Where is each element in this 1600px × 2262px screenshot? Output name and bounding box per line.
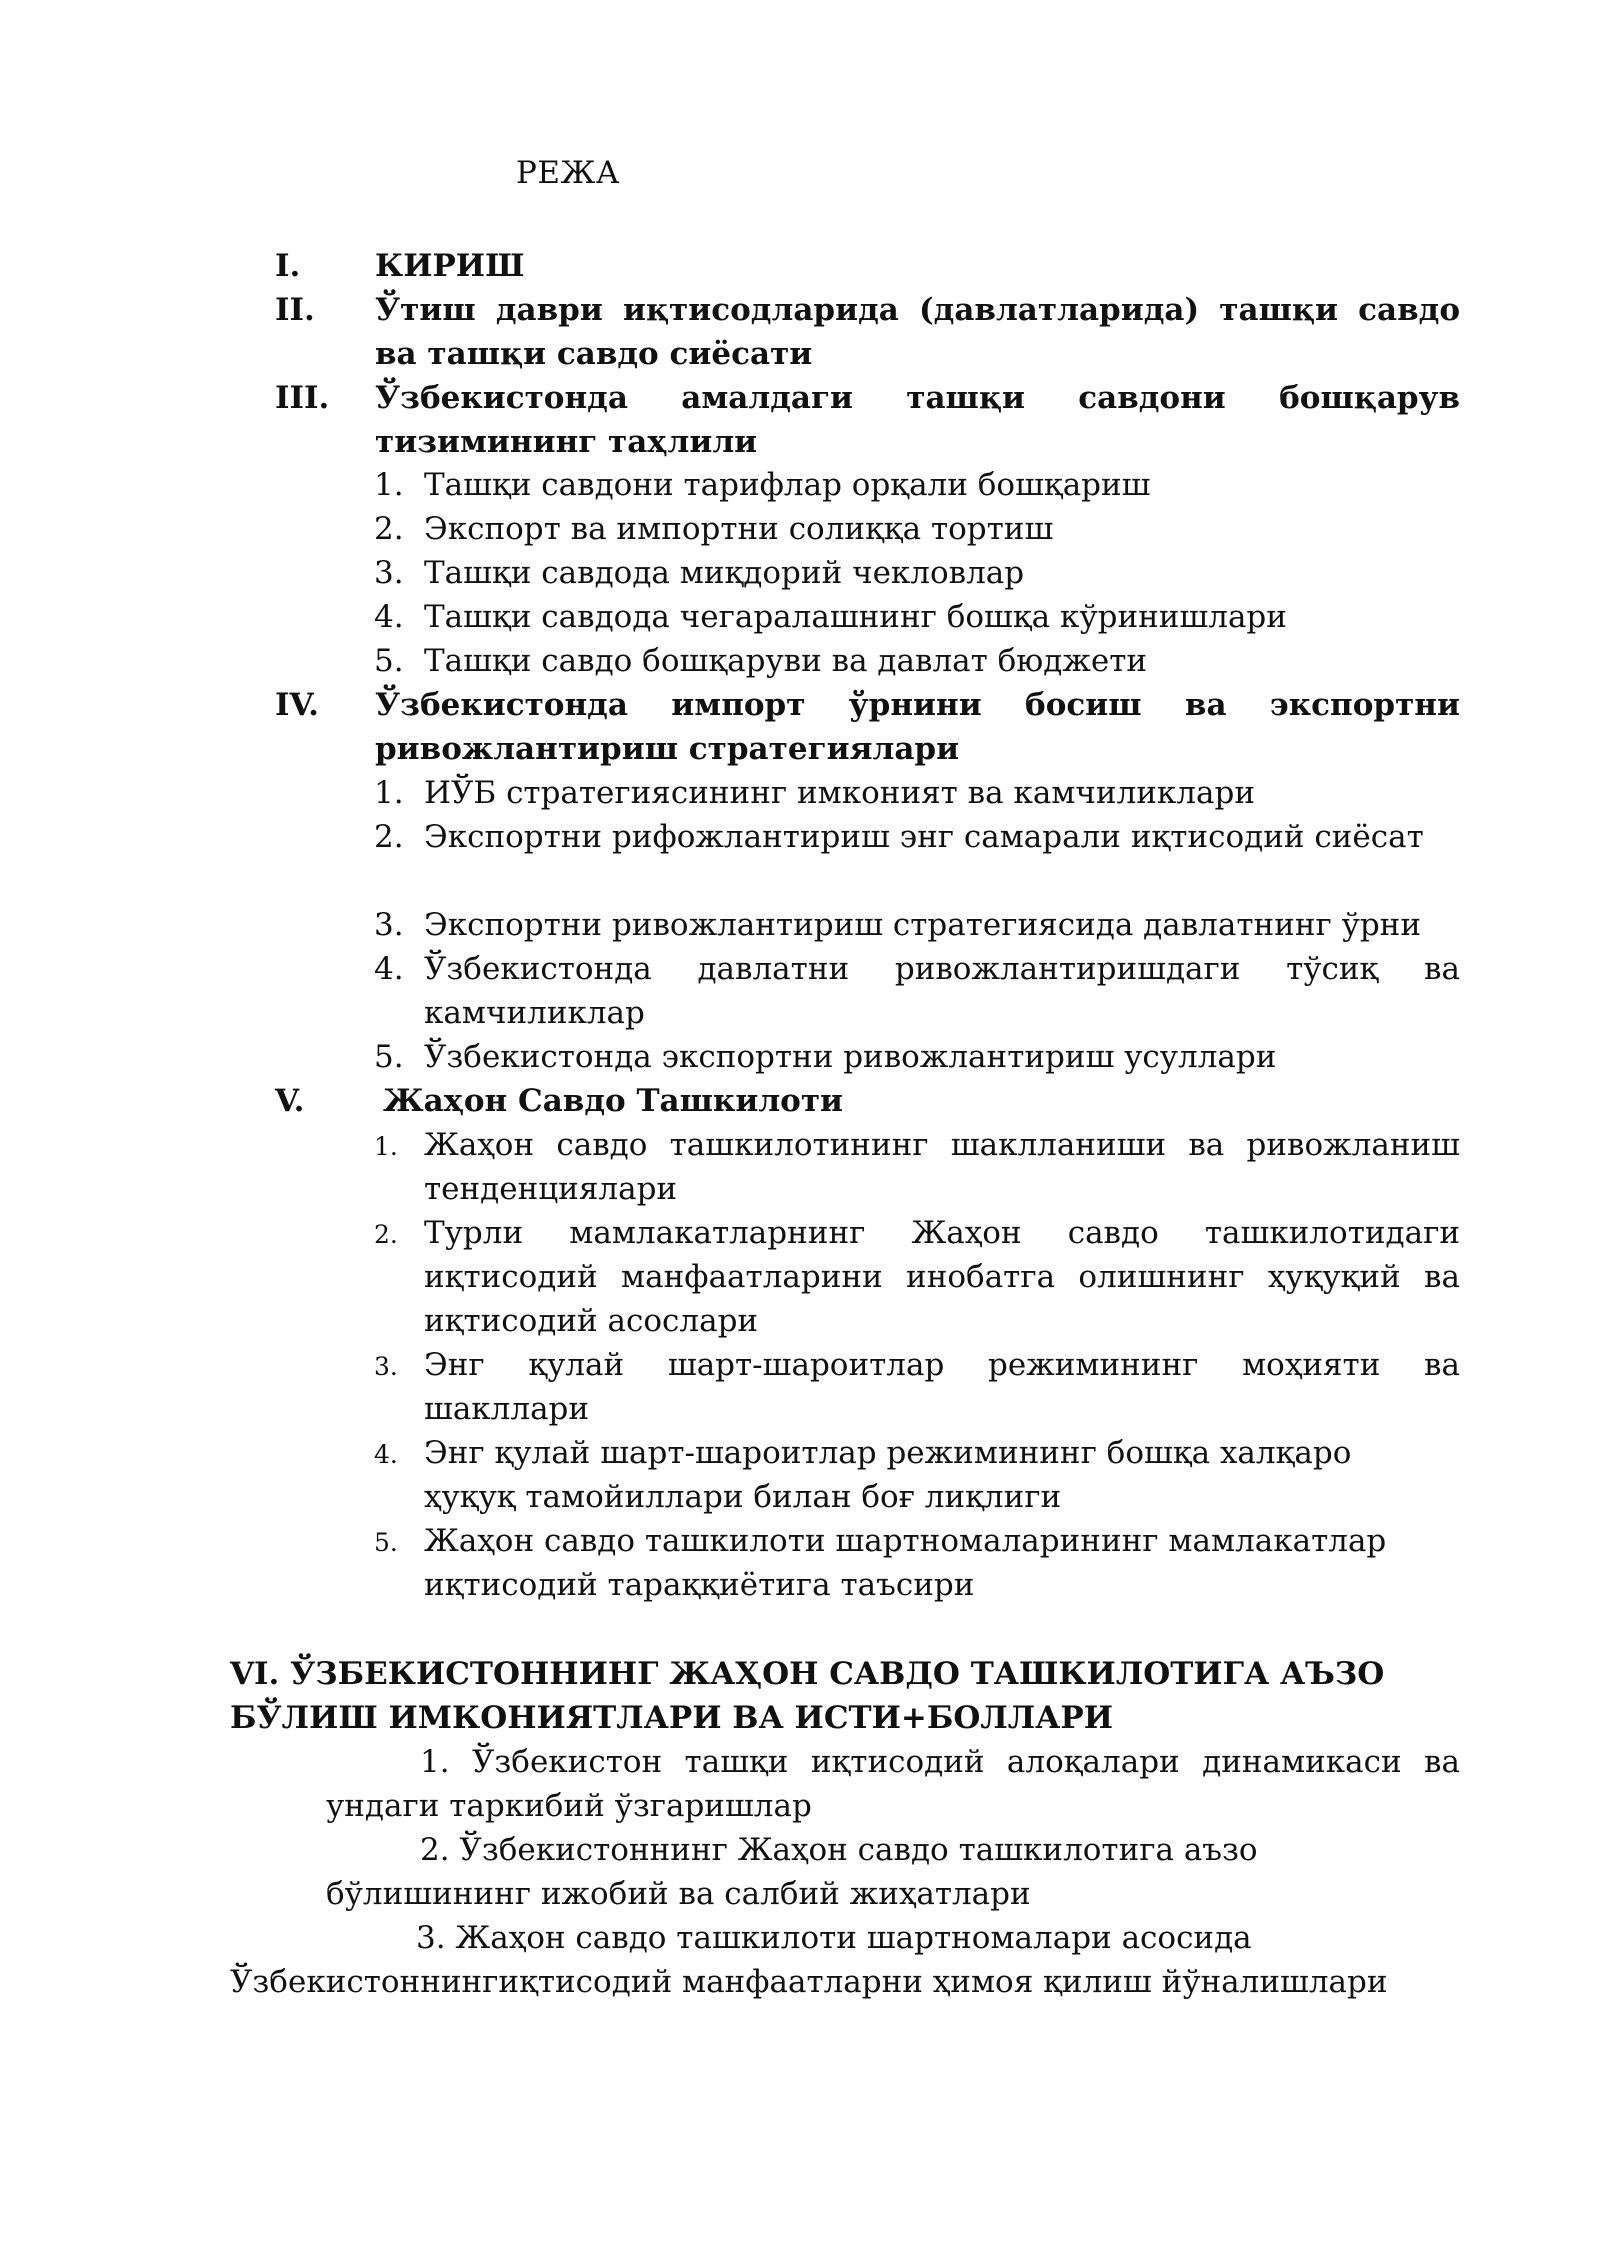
item-number: 5. — [374, 643, 404, 679]
item-number: 2. — [374, 1220, 398, 1249]
item-number: 2. — [374, 511, 404, 547]
paragraph-2-line-1: 2. Ўзбекистоннинг Жаҳон савдо ташкилотига аъзо — [420, 1832, 1258, 1868]
item-number: 1. — [374, 467, 404, 503]
item-number: 2. — [374, 819, 404, 855]
item-text: Экспортни рифожлантириш энг самарали иқтисодий сиёсат — [424, 819, 1424, 855]
item-text: Экспортни ривожлантириш стратегиясида давлатнинг ўрни — [424, 907, 1421, 943]
item-text: Ташқи савдони тарифлар орқали бошқариш — [424, 467, 1151, 503]
section-heading: Жаҳон Савдо Ташкилоти — [383, 1083, 844, 1119]
paragraph-1-line-2: ундаги таркибий ўзгаришлар — [326, 1788, 812, 1824]
item-number: 5. — [374, 1039, 404, 1075]
section-heading: Ўтиш даври иқтисодларида (давлатларида) ташқи савдо ва ташқи савдо сиёсати — [375, 292, 1460, 372]
item-number: 1. — [374, 775, 404, 811]
item-text: Жаҳон савдо ташкилотининг шаклланиши ва ривожланиш тенденциялари — [424, 1127, 1460, 1207]
item-text: Ташқи савдода миқдорий чекловлар — [424, 555, 1025, 591]
section-1 — [275, 244, 1460, 288]
list-item — [374, 1035, 1460, 1079]
section-number: V. — [275, 1083, 305, 1119]
item-text: Ташқи савдода чегаралашнинг бошқа кўринишлари — [424, 599, 1287, 635]
item-number: 3. — [374, 907, 404, 943]
section-6-heading: VI. ЎЗБЕКИСТОННИНГ ЖАҲОН САВДО ТАШКИЛОТИГА АЪЗО БЎЛИШ ИМКОНИЯТЛАРИ ВА ИСТИ+БОЛЛАРИ — [230, 1656, 1385, 1736]
item-number: 3. — [374, 555, 404, 591]
section-4 — [275, 683, 1460, 771]
item-number: 4. — [374, 1440, 398, 1469]
item-number: 4. — [374, 951, 404, 987]
list-item — [374, 639, 1460, 683]
section-number: IV. — [275, 687, 319, 723]
list-item — [374, 1343, 1460, 1431]
section-number: II. — [275, 292, 315, 328]
item-text: Экспорт ва импортни солиққа тортиш — [424, 511, 1054, 547]
paragraph-1-line-1: 1. Ўзбекистон ташқи иқтисодий алоқалари динамикаси ва — [420, 1744, 1460, 1780]
item-text: Жаҳон савдо ташкилоти шартномаларининг мамлакатлар иқтисодий тараққиётига таъсири — [424, 1523, 1387, 1603]
section-number: I. — [275, 248, 301, 284]
item-text: Ўзбекистонда давлатни ривожлантиришдаги тўсиқ ва камчиликлар — [424, 951, 1460, 1031]
section-2 — [275, 288, 1460, 376]
item-text: Турли мамлакатларнинг Жаҳон савдо ташкилотидаги иқтисодий манфаатларини инобатга олишнинг ҳуқуқий ва иқтисодий асослари — [424, 1215, 1460, 1339]
item-text: Энг қулай шарт-шароитлар режимининг бошқа халқаро ҳуқуқ тамойиллари билан боғ лиқлиги — [424, 1435, 1352, 1515]
list-item — [374, 1519, 1424, 1607]
section-3 — [275, 376, 1460, 464]
list-item — [374, 947, 1460, 1035]
item-number: 1. — [374, 1132, 398, 1161]
list-item — [374, 903, 1460, 947]
section-heading: КИРИШ — [375, 248, 525, 284]
paragraph-3-line-1: 3. Жаҳон савдо ташкилоти шартномалари асосида — [416, 1920, 1252, 1956]
list-item — [374, 771, 1460, 815]
list-item — [374, 1431, 1384, 1519]
list-item — [374, 1123, 1460, 1211]
paragraph-3-line-2: Ўзбекистоннингиқтисодий манфаатларни ҳимоя қилиш йўналишлари — [230, 1964, 1388, 2000]
item-text: Энг қулай шарт-шароитлар режимининг моҳияти ва шакллари — [424, 1347, 1460, 1427]
section-5 — [275, 1079, 1460, 1123]
section-heading: Ўзбекистонда импорт ўрнини босиш ва экспортни ривожлантириш стратегиялари — [375, 687, 1460, 767]
item-text: Ташқи савдо бошқаруви ва давлат бюджети — [424, 643, 1148, 679]
item-number: 4. — [374, 599, 404, 635]
list-item — [374, 463, 1460, 507]
list-item — [374, 507, 1460, 551]
item-text: Ўзбекистонда экспортни ривожлантириш усуллари — [424, 1039, 1277, 1075]
list-item — [374, 551, 1460, 595]
paragraph-2-line-2: бўлишининг ижобий ва салбий жиҳатлари — [326, 1876, 1031, 1912]
item-number: 3. — [374, 1352, 398, 1381]
item-text: ИЎБ стратегиясининг имконият ва камчиликлари — [424, 775, 1255, 811]
section-heading: Ўзбекистонда амалдаги ташқи савдони бошқарув тизимининг таҳлили — [375, 380, 1460, 460]
list-item — [374, 1211, 1460, 1343]
list-item — [374, 815, 1460, 859]
list-item — [374, 595, 1460, 639]
page-title: РЕЖА — [516, 155, 620, 191]
section-number: III. — [275, 380, 330, 416]
item-number: 5. — [374, 1528, 398, 1557]
